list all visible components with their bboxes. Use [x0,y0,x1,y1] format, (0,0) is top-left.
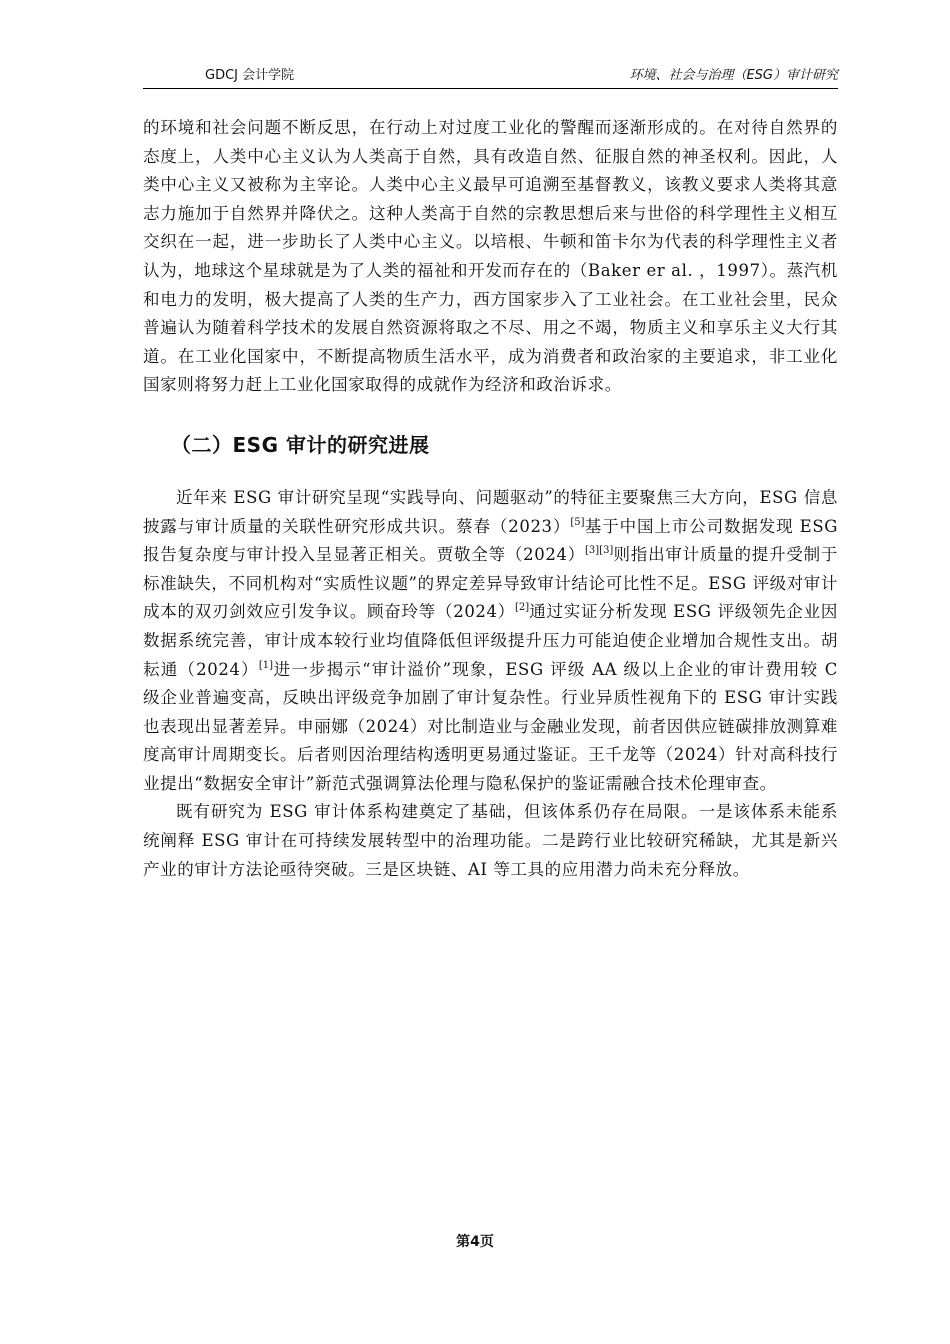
header-school-name: GDCJ 会计学院 [205,68,295,83]
citation-ref: [3][3] [585,545,614,557]
page-number: 第4页 [456,1234,494,1250]
paragraph-text: 近年来 ESG 审计研究呈现“实践导向、问题驱动”的特征主要聚焦三大方向，ESG 信息披露与审计质量的关联性研究形成共识。蔡春（2023） [143,487,838,536]
header-document-title: 环境、社会与治理（ESG）审计研究 [629,68,838,83]
paragraph-limitations: 既有研究为 ESG 审计体系构建奠定了基础，但该体系仍存在局限。一是该体系未能系统阐释 ESG 审计在可持续发展转型中的治理功能。二是跨行业比较研究稀缺，尤其是新兴产业的审计方法论亟待突破。三是区块链、AI 等工具的应用潜力尚未充分释放。 [143,802,838,879]
paragraph-text: 通过实证分析发现 ESG 评级领先企业因数据系统完善，审计成本较行业均值降低但评级提升压力可能迫使企业增加合规性支出。胡耘通（2024） [143,602,838,679]
paragraph-text: 进一步揭示“审计溢价”现象，ESG 评级 AA 级以上企业的审计费用较 C 级企业普遍变高，反映出评级竞争加剧了审计复杂性。行业异质性视角下的 ESG 审计实践也表现出显著差异。申丽娜（2024）对比制造业与金融业发现，前者因供应链碳排放测算难度高审计周期变长。后者则因治理结构透明更易通过鉴证。王千龙等（2024）针对高科技行业提出“数据安全审计”新范式强调算法伦理与隐私保护的鉴证需融合技术伦理审查。 [143,659,838,793]
citation-ref: [5] [570,516,585,528]
page-header [143,66,838,89]
paragraph-research-progress [143,484,838,799]
page-body [143,114,838,884]
paragraph-text: 则指出审计质量的提升受制于标准缺失，不同机构对“实质性议题”的界定差异导致审计结论可比性不足。ESG 评级对审计成本的双刃剑效应引发争议。顾奋玲等（2024） [143,545,838,622]
citation-ref: [2] [515,602,530,614]
paragraph-continued: 的环境和社会问题不断反思，在行动上对过度工业化的警醒而逐渐形成的。在对待自然界的态度上，人类中心主义认为人类高于自然，具有改造自然、征服自然的神圣权利。因此，人类中心主义又被称为主宰论。人类中心主义最早可追溯至基督教义，该教义要求人类将其意志力施加于自然界并降伏之。这种人类高于自然的宗教思想后来与世俗的科学理性主义相互交织在一起，进一步助长了人类中心主义。以培根、牛顿和笛卡尔为代表的科学理性主义者认为，地球这个星球就是为了人类的福祉和开发而存在的（Baker er al. ，1997）。蒸汽机和电力的发明，极大提高了人类的生产力，西方国家步入了工业社会。在工业社会里，民众普遍认为随着科学技术的发展自然资源将取之不尽、用之不竭，物质主义和享乐主义大行其道。在工业化国家中，不断提高物质生活水平，成为消费者和政治家的主要追求，非工业化国家则将努力赶上工业化国家取得的成就作为经济和政治诉求。 [143,118,838,395]
citation-ref: [1] [258,659,274,671]
paragraph-text: 基于中国上市公司数据发现 ESG 报告复杂度与审计投入呈显著正相关。贾敬全等（2024） [143,516,838,565]
section-heading: （二）ESG 审计的研究进展 [171,432,430,457]
